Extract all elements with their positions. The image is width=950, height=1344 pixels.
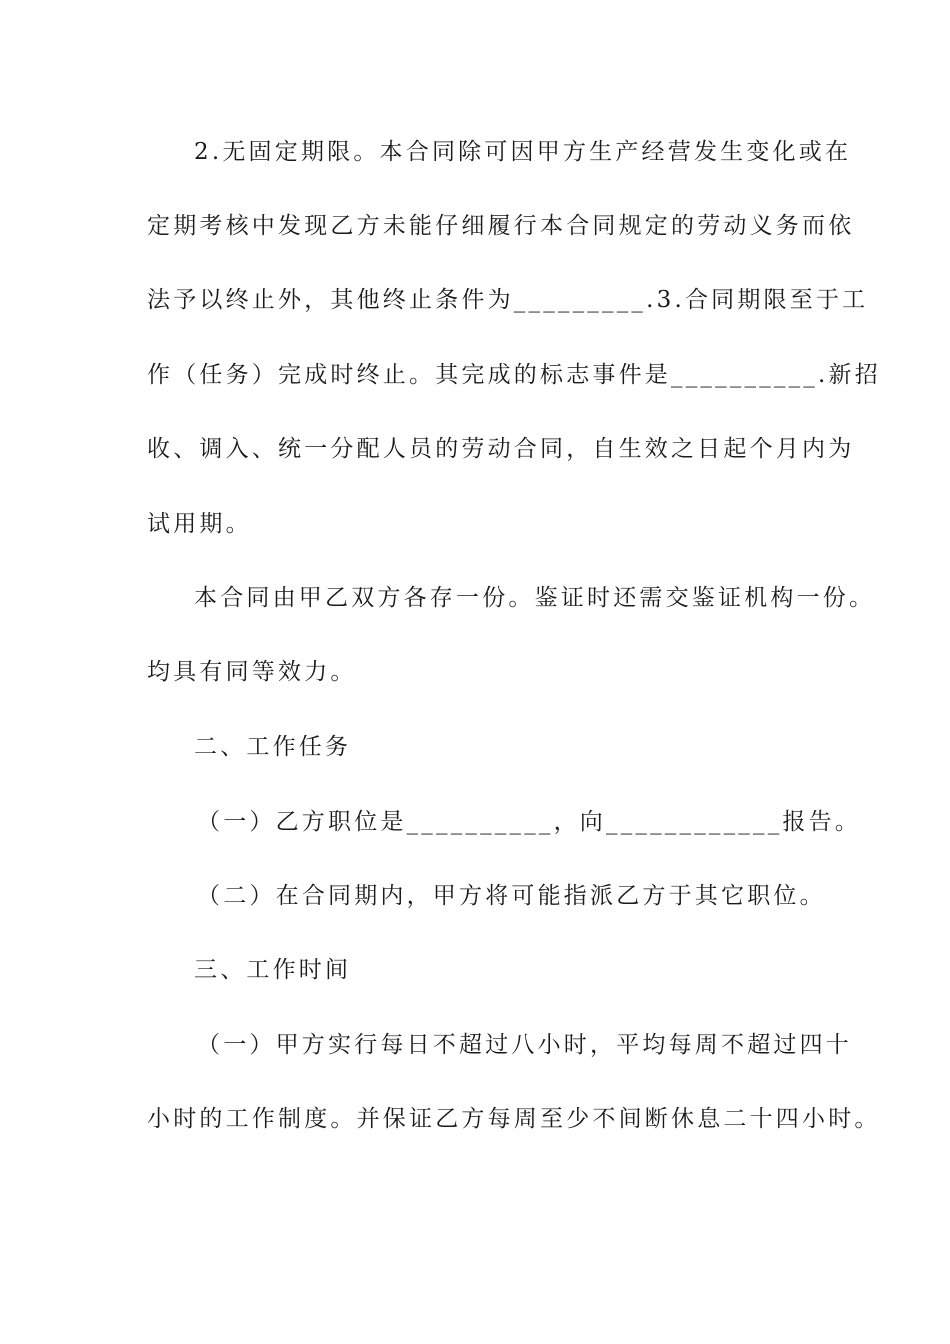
paragraph-line: （一）乙方职位是__________，向____________报告。 bbox=[197, 809, 861, 835]
paragraph-line: （二）在合同期内，甲方将可能指派乙方于其它职位。 bbox=[197, 883, 826, 909]
paragraph-line: （一）甲方实行每日不超过八小时，平均每周不超过四十 bbox=[197, 1032, 852, 1058]
paragraph-line: 定期考核中发现乙方未能仔细履行本合同规定的劳动义务而依 bbox=[147, 213, 855, 239]
paragraph-line: 小时的工作制度。并保证乙方每周至少不间断休息二十四小时。 bbox=[147, 1106, 881, 1132]
section-heading: 三、工作时间 bbox=[194, 957, 352, 983]
paragraph-line: 法予以终止外，其他终止条件为_________.3.合同期限至于工 bbox=[147, 287, 869, 313]
paragraph-line: 本合同由甲乙双方各存一份。鉴证时还需交鉴证机构一份。 bbox=[194, 585, 876, 611]
paragraph-line: 试用期。 bbox=[147, 511, 252, 537]
paragraph-line: 作（任务）完成时终止。其完成的标志事件是__________.新招 bbox=[147, 362, 881, 388]
paragraph-line: 2.无固定期限。本合同除可因甲方生产经营发生变化或在 bbox=[194, 139, 852, 165]
paragraph-line: 收、调入、统一分配人员的劳动合同，自生效之日起个月内为 bbox=[147, 436, 855, 462]
paragraph-line: 均具有同等效力。 bbox=[147, 659, 357, 685]
section-heading: 二、工作任务 bbox=[194, 734, 352, 760]
